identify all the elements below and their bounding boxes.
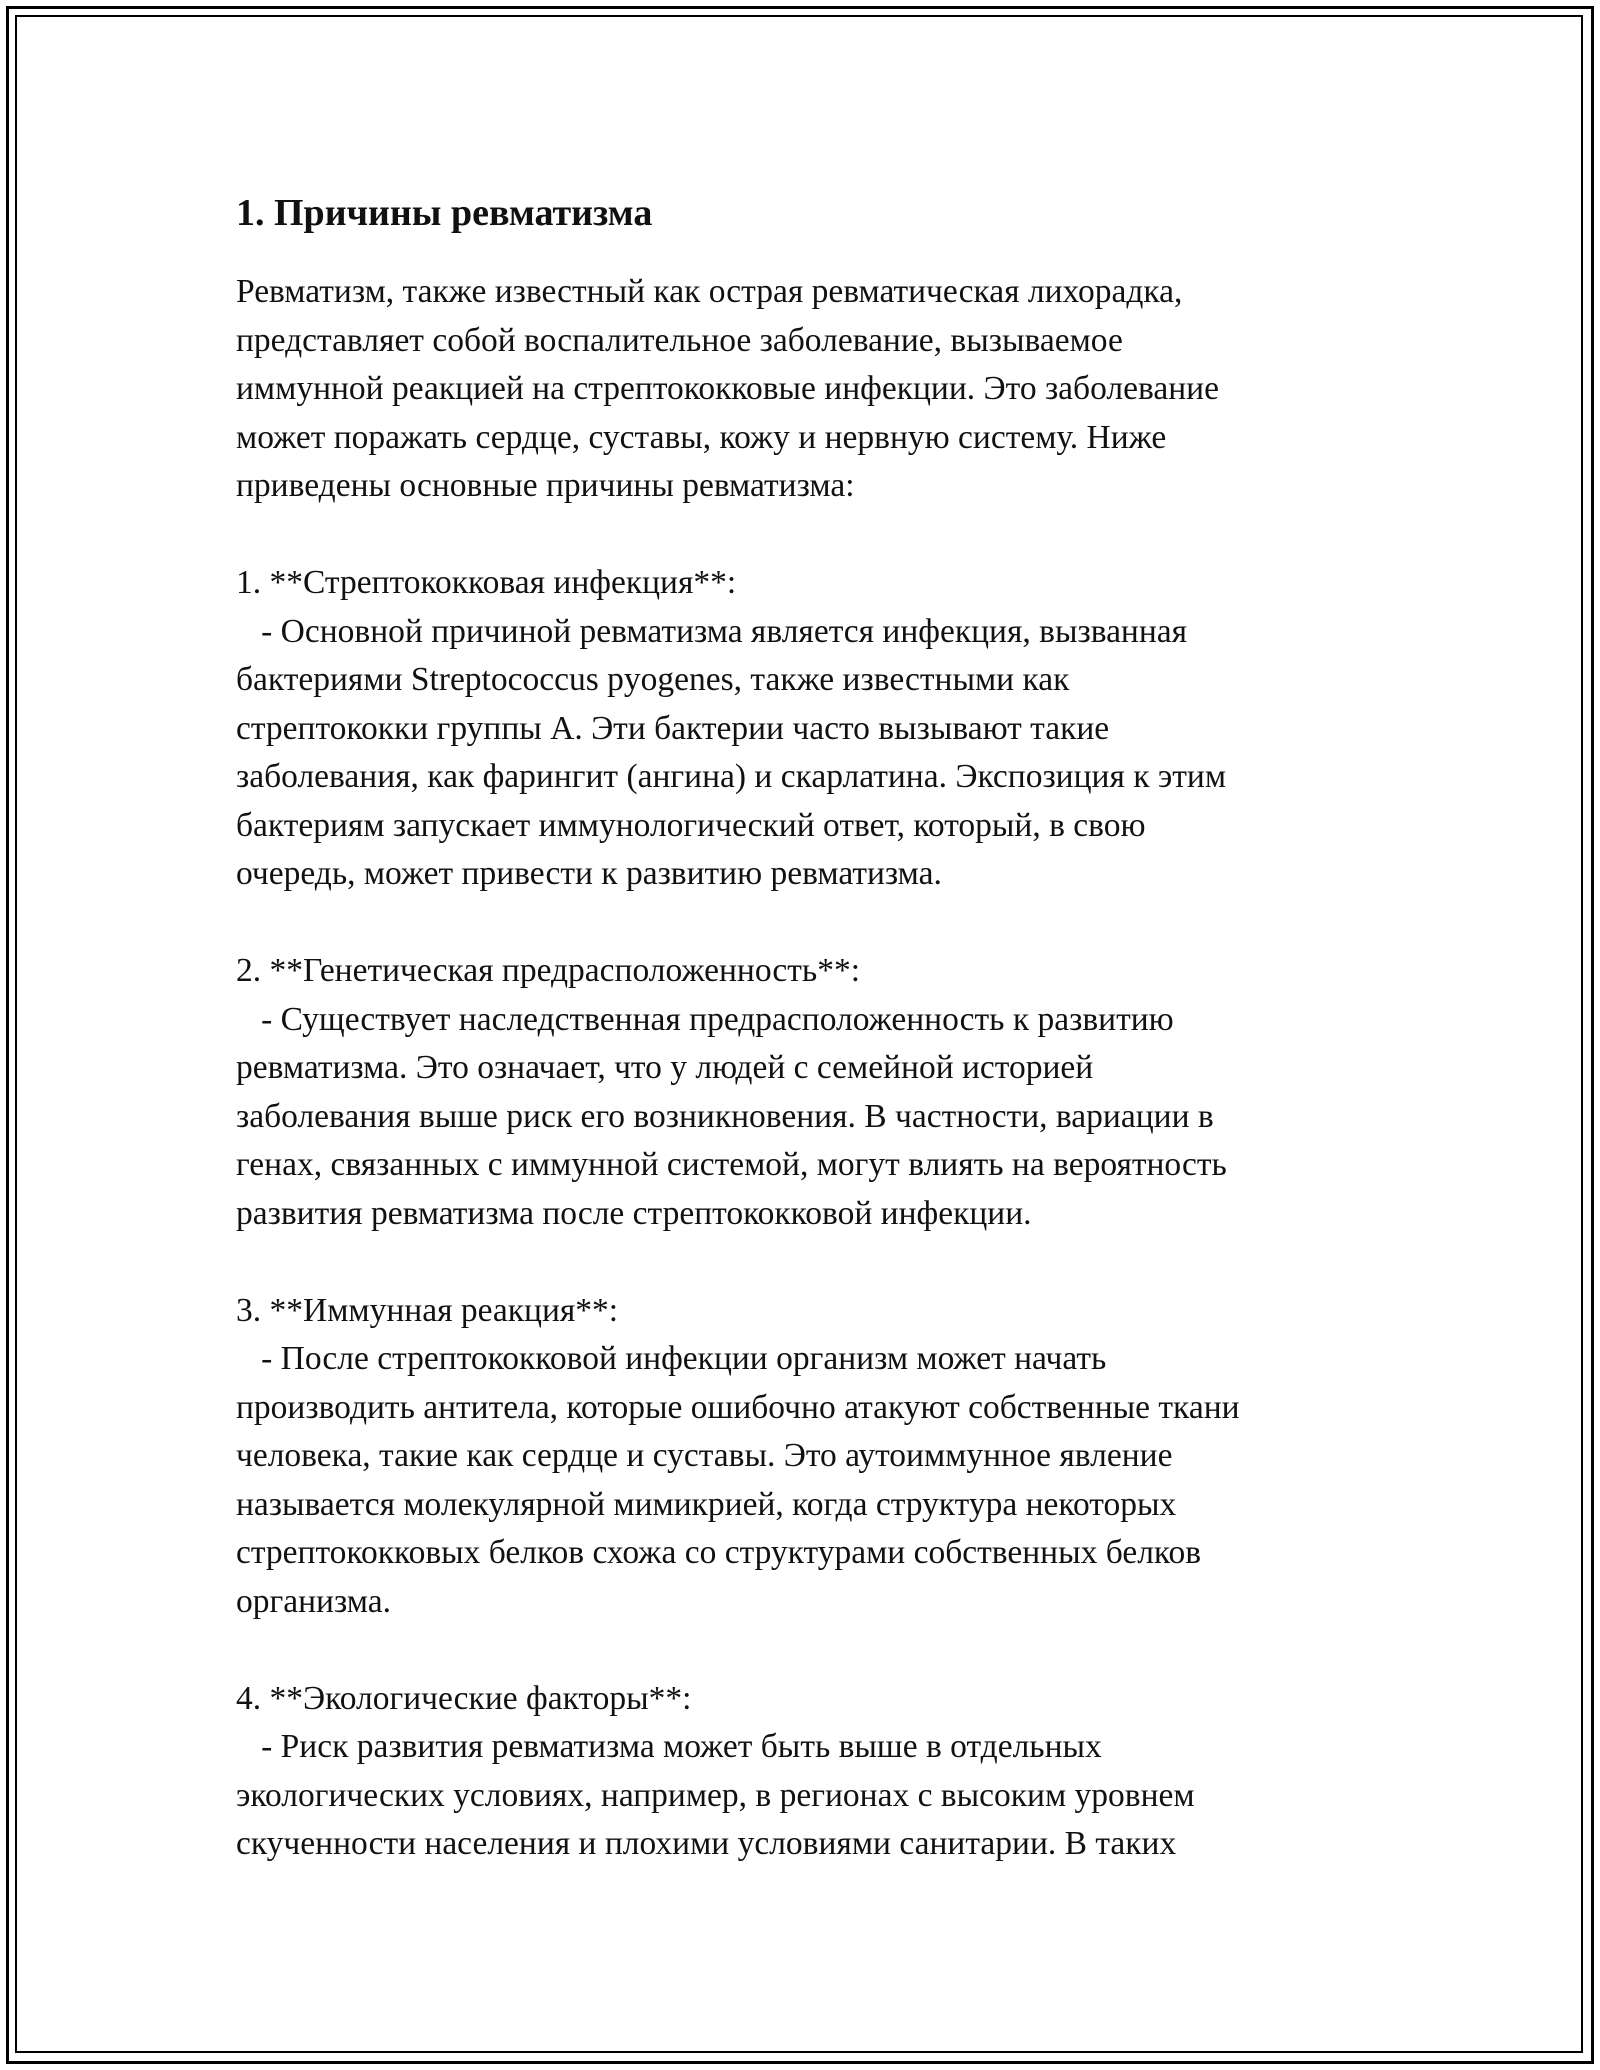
text-line: стрептококки группы А. Эти бактерии часто вызывают такие <box>236 709 1110 747</box>
text-line: - После стрептококковой инфекции организм может начать <box>236 1340 1107 1377</box>
text-line: - Риск развития ревматизма может быть выше в отдельных <box>236 1728 1102 1765</box>
text-line: приведены основные причины ревматизма: <box>236 467 855 504</box>
text-line: Ревматизм, также известный как острая ревматическая лихорадка, <box>236 273 1183 310</box>
text-line: - Основной причиной ревматизма является инфекция, вызванная <box>236 612 1188 650</box>
text-line: ревматизма. Это означает, что у людей с семейной историей <box>236 1049 1094 1086</box>
text-line: стрептококковых белков схожа со структурами собственных белков <box>236 1534 1202 1571</box>
list-item-heading: 2. **Генетическая предрасположенность**: <box>236 952 861 989</box>
list-item-heading: 1. **Стрептококковая инфекция**: <box>236 564 737 601</box>
blank-line <box>236 1238 1386 1287</box>
text-line: представляет собой воспалительное заболевание, вызываемое <box>236 321 1123 359</box>
text-line: экологических условиях, например, в регионах с высоким уровнем <box>236 1776 1195 1814</box>
list-item-heading: 3. **Иммунная реакция**: <box>236 1291 619 1329</box>
blank-line <box>236 899 1386 948</box>
text-line: человека, такие как сердце и суставы. Это аутоиммунное явление <box>236 1437 1173 1474</box>
text-line: бактериями Streptococcus pyogenes, также известными как <box>236 661 1070 698</box>
text-line: может поражать сердце, суставы, кожу и нервную систему. Ниже <box>236 418 1167 456</box>
text-line: генах, связанных с иммунной системой, могут влиять на вероятность <box>236 1146 1227 1183</box>
list-item-heading: 4. **Экологические факторы**: <box>236 1679 692 1717</box>
text-line: заболевания выше риск его возникновения. В частности, вариации в <box>236 1097 1214 1135</box>
text-line: производить антитела, которые ошибочно атакуют собственные ткани <box>236 1388 1240 1426</box>
document-body <box>236 188 1386 1869</box>
text-line: бактериям запускает иммунологический ответ, который, в свою <box>236 806 1146 844</box>
text-line: очередь, может привести к развитию ревматизма. <box>236 855 942 892</box>
text-line: организма. <box>236 1582 391 1620</box>
text-lines <box>236 268 1386 1869</box>
blank-line <box>236 1626 1386 1675</box>
text-line: скученности населения и плохими условиями санитарии. В таких <box>236 1825 1177 1862</box>
section-heading: 1. Причины ревматизма <box>236 192 653 234</box>
text-line: заболевания, как фарингит (ангина) и скарлатина. Экспозиция к этим <box>236 758 1227 795</box>
text-line: - Существует наследственная предрасположенность к развитию <box>236 1000 1174 1038</box>
text-line: иммунной реакцией на стрептококковые инфекции. Это заболевание <box>236 370 1219 407</box>
text-line: развития ревматизма после стрептококковой инфекции. <box>236 1194 1032 1232</box>
text-line: называется молекулярной мимикрией, когда структура некоторых <box>236 1485 1177 1523</box>
blank-line <box>236 511 1386 560</box>
